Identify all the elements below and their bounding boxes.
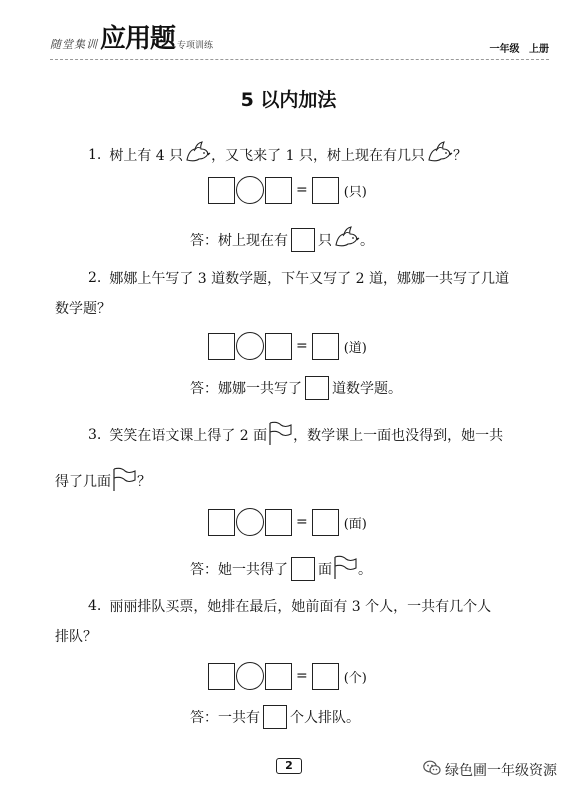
question-2-line-1: 娜娜上午写了 3 道数学题，下午又写了 2 道，娜娜一共写了几道: [109, 271, 509, 287]
question-3-text-continued: [55, 466, 151, 496]
bird-icon: [425, 140, 453, 170]
answer-box[interactable]: [291, 557, 315, 581]
question-3-part-b: ，数学课上一面也没得到，她一共: [293, 428, 504, 444]
brand-small-text: 随堂集训: [50, 38, 98, 51]
number-box[interactable]: [265, 333, 292, 360]
watermark: [423, 760, 557, 780]
question-4-equation: [208, 662, 367, 690]
answer-box[interactable]: [263, 705, 287, 729]
answer-text: 。: [358, 562, 372, 578]
question-3-part-a: 笑笑在语文课上得了 2 面: [109, 428, 268, 444]
operator-circle[interactable]: [236, 508, 264, 536]
operator-circle[interactable]: [236, 332, 264, 360]
answer-text: 面: [318, 562, 332, 578]
flag-icon: [111, 466, 137, 496]
question-3-text: [88, 420, 503, 450]
question-2-text: [88, 268, 509, 288]
result-box[interactable]: [312, 509, 339, 536]
brand-subtitle: 专项训练: [177, 41, 214, 51]
unit-label: (道): [343, 340, 367, 356]
question-1-number: 1.: [88, 147, 102, 163]
grade-label: 一年级 上册: [489, 44, 549, 55]
question-2-equation: [208, 332, 367, 360]
watermark-text: 绿色圃一年级资源: [445, 763, 557, 779]
operator-circle[interactable]: [236, 176, 264, 204]
header-divider: [50, 59, 549, 60]
question-1-text: [88, 140, 467, 170]
wechat-icon: [423, 760, 441, 780]
unit-label: (面): [343, 516, 367, 532]
equals-sign: =: [296, 514, 308, 530]
answer-text: 只: [318, 233, 332, 249]
bird-icon: [332, 225, 360, 255]
brand-title: 应用题: [100, 24, 176, 54]
unit-label: (个): [343, 670, 367, 686]
result-box[interactable]: [312, 177, 339, 204]
result-box[interactable]: [312, 333, 339, 360]
number-box[interactable]: [265, 509, 292, 536]
answer-box[interactable]: [305, 376, 329, 400]
answer-text: 答：一共有: [190, 710, 260, 726]
question-3-number: 3.: [88, 427, 102, 443]
question-1-equation: [208, 176, 367, 204]
equals-sign: =: [296, 668, 308, 684]
answer-text: 答：娜娜一共写了: [190, 381, 302, 397]
page-header: [0, 0, 577, 62]
question-2-answer: [190, 376, 402, 400]
flag-icon: [267, 420, 293, 450]
question-4-line-2: 排队？: [55, 629, 97, 645]
question-1-answer: [190, 225, 374, 255]
question-1-part-a: 树上有 4 只: [109, 148, 184, 164]
book-brand: [50, 26, 213, 52]
number-box[interactable]: [265, 177, 292, 204]
question-2-line-2: 数学题？: [55, 301, 111, 317]
unit-label: (只): [343, 184, 367, 200]
number-box[interactable]: [208, 663, 235, 690]
equals-sign: =: [296, 338, 308, 354]
question-4-text-continued: [55, 626, 97, 646]
question-1-part-c: ？: [452, 148, 467, 164]
question-4-number: 4.: [88, 598, 102, 614]
answer-text: 。: [360, 233, 374, 249]
page-number: 2: [276, 758, 302, 774]
number-box[interactable]: [208, 509, 235, 536]
answer-box[interactable]: [291, 228, 315, 252]
question-2-number: 2.: [88, 270, 102, 286]
question-3-answer: [190, 554, 372, 584]
question-4-text: [88, 596, 491, 616]
page-title: 5 以内加法: [240, 89, 337, 111]
equals-sign: =: [296, 182, 308, 198]
result-box[interactable]: [312, 663, 339, 690]
question-4-line-1: 丽丽排队买票，她排在最后，她前面有 3 个人，一共有几个人: [109, 599, 492, 615]
bird-icon: [183, 140, 211, 170]
answer-text: 答：树上现在有: [190, 233, 288, 249]
answer-text: 道数学题。: [332, 381, 402, 397]
answer-text: 个人排队。: [290, 710, 360, 726]
question-3-equation: [208, 508, 367, 536]
answer-text: 答：她一共得了: [190, 562, 288, 578]
operator-circle[interactable]: [236, 662, 264, 690]
question-4-answer: [190, 705, 360, 729]
number-box[interactable]: [208, 333, 235, 360]
number-box[interactable]: [265, 663, 292, 690]
flag-icon: [332, 554, 358, 584]
question-1-part-b: ，又飞来了 1 只，树上现在有几只: [211, 148, 425, 164]
question-3-part-d: ？: [137, 474, 151, 490]
question-3-part-c: 得了几面: [55, 474, 111, 490]
question-2-text-continued: [55, 298, 111, 318]
number-box[interactable]: [208, 177, 235, 204]
